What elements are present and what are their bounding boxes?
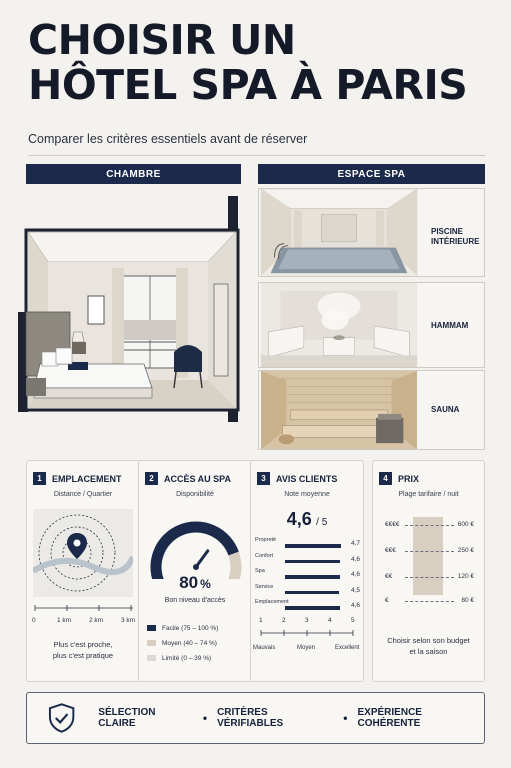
price-value: 120 € <box>457 573 474 580</box>
spa-panel-hammam <box>258 282 485 368</box>
ratings-list <box>255 537 361 615</box>
price-value: 80 € <box>461 597 474 604</box>
spa-label-piscine: PISCINE INTÉRIEURE <box>431 227 480 246</box>
card-note: Plus c'est proche, plus c'est pratique <box>52 640 114 660</box>
price-tick <box>405 577 454 578</box>
rating-value: 4,6 <box>351 571 361 578</box>
spa-panel-sauna <box>258 370 485 450</box>
card-note: Choisir selon son budget et la saison <box>387 636 470 656</box>
page-title <box>28 18 467 108</box>
section-header-chambre: CHAMBRE <box>26 164 241 184</box>
price-tick <box>405 551 454 552</box>
price-symbol: € <box>385 597 389 604</box>
price-symbol: €€€ <box>385 547 396 554</box>
rating-scale <box>257 627 357 639</box>
footer-separator: • <box>343 711 348 725</box>
card-title: PRIX <box>398 473 420 484</box>
rating-value: 4,6 <box>351 602 361 609</box>
price-tiers <box>373 513 486 613</box>
legend-item: Facile (75 – 100 %) <box>147 621 218 636</box>
rating-bar <box>285 606 340 610</box>
hammam-illustration <box>259 283 419 367</box>
card-subtitle: Note moyenne <box>284 491 330 498</box>
rating-label: Service <box>255 583 274 590</box>
price-tier <box>373 547 486 557</box>
rating-bar <box>285 575 340 579</box>
spa-panel-piscine <box>258 188 485 277</box>
pool-illustration <box>259 189 419 276</box>
gauge-value: 80 % <box>179 573 211 592</box>
rating-row <box>255 599 361 615</box>
legend-item: Limité (0 – 39 %) <box>147 651 218 666</box>
card-prix <box>372 460 485 682</box>
price-value: 600 € <box>457 521 474 528</box>
rating-label: Emplacement <box>255 599 289 605</box>
gauge-legend <box>147 621 218 666</box>
rating-value: 4,5 <box>351 586 361 594</box>
card-subtitle: Plage tarifaire / nuit <box>398 491 459 498</box>
rating-bar <box>285 544 341 548</box>
card-number: 1 <box>33 472 46 485</box>
page-subtitle: Comparer les critères essentiels avant de réserver <box>28 132 308 146</box>
sauna-illustration <box>259 371 419 449</box>
card-subtitle: Distance / Quartier <box>53 491 113 498</box>
card-number: 2 <box>145 472 158 485</box>
card-number: 3 <box>257 472 270 485</box>
rating-label: Spa <box>255 568 265 574</box>
legend-item: Moyen (40 – 74 %) <box>147 636 218 651</box>
rating-value: 4,7 <box>351 540 361 547</box>
rating-row <box>255 537 361 553</box>
card-title: ACCÈS AU SPA <box>164 473 232 484</box>
price-tier <box>373 573 486 583</box>
price-tick <box>405 525 454 526</box>
card-avis-clients: 3 AVIS CLIENTS Note moyenne 4,6 / 5 Propreté 4,7 Confort 4,6 Spa 4,6 Service 4,5 Emplacement 4,6 1 2 3 4 5 Mauvais Moyen Excellent <box>250 460 364 682</box>
card-acces-spa <box>138 460 252 682</box>
footer-item: CRITÈRES VÉRIFIABLES <box>217 707 284 729</box>
average-score: 4,6 / 5 <box>286 509 328 529</box>
rating-label: Confort <box>255 552 274 559</box>
price-symbol: €€ <box>385 573 393 580</box>
location-map <box>33 509 133 597</box>
rating-bar <box>285 560 340 564</box>
title-line-2: HÔTEL SPA À PARIS <box>28 61 468 109</box>
gauge-icon <box>141 509 251 579</box>
price-tier <box>373 521 486 531</box>
room-illustration <box>18 192 244 424</box>
footer-separator: • <box>202 711 208 725</box>
rating-row <box>255 568 361 584</box>
price-value: 250 € <box>457 547 474 554</box>
gauge-caption: Bon niveau d'accès <box>164 597 226 604</box>
price-tick <box>405 601 454 602</box>
card-number: 4 <box>379 472 392 485</box>
card-title: EMPLACEMENT <box>52 473 122 484</box>
footer-banner <box>26 692 485 744</box>
footer-item: EXPÉRIENCE COHÉRENTE <box>357 707 422 729</box>
card-title: AVIS CLIENTS <box>276 473 338 484</box>
divider <box>28 155 485 156</box>
rating-value: 4,6 <box>351 555 361 563</box>
spa-label-hammam: HAMMAM <box>431 321 469 330</box>
rating-row <box>255 553 361 569</box>
card-emplacement: 1 EMPLACEMENT Distance / Quartier 0 1 km 2 km 3 km Plus c'est proche, plus c'est pratique <box>26 460 140 682</box>
card-subtitle: Disponibilité <box>176 491 214 498</box>
rating-row <box>255 584 361 600</box>
rating-label: Propreté <box>255 537 277 543</box>
spa-label-sauna: SAUNA <box>431 405 460 414</box>
price-symbol: €€€€ <box>385 521 400 528</box>
footer-item: SÉLECTION CLAIRE <box>98 707 156 729</box>
price-tier <box>373 597 486 607</box>
shield-check-icon <box>47 702 76 734</box>
distance-scale <box>33 603 135 613</box>
section-header-spa: ESPACE SPA <box>258 164 485 184</box>
rating-bar <box>285 591 339 595</box>
title-line-1: CHOISIR UN <box>28 16 296 64</box>
